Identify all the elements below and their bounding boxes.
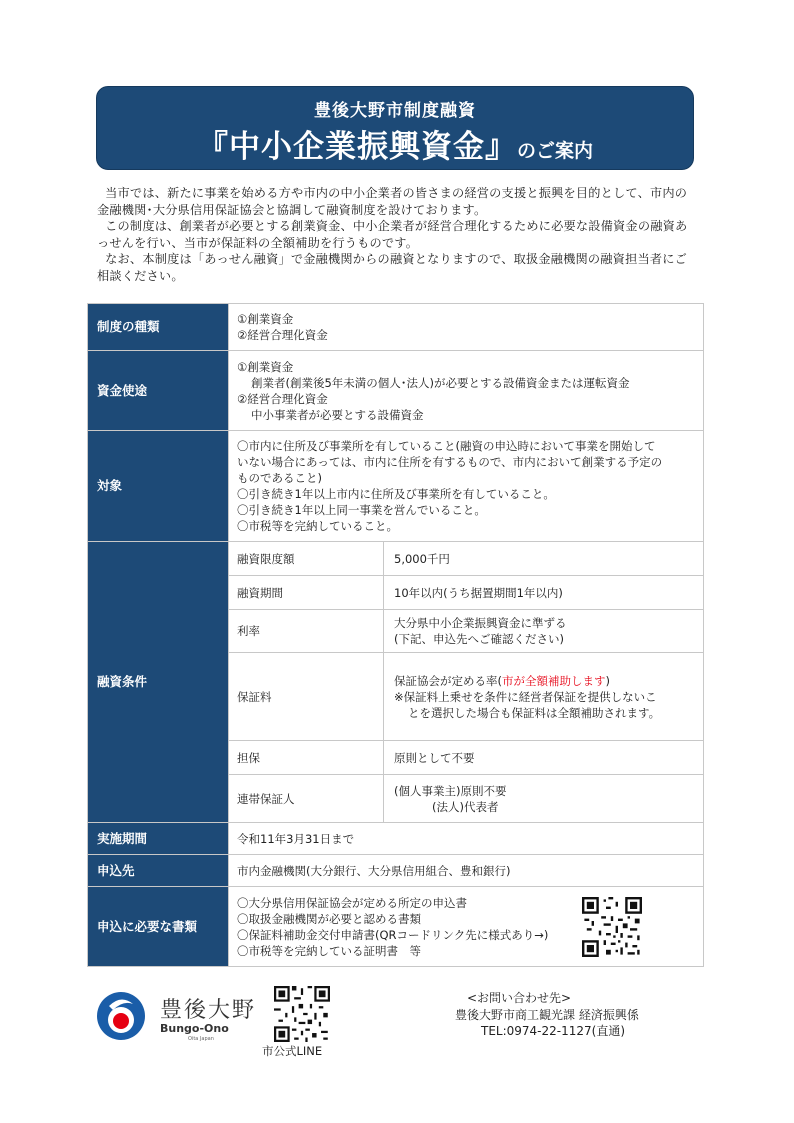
banner-title: 『中小企業振興資金』	[196, 129, 517, 165]
target-content: 〇市内に住所及び事業所を有していること(融資の申込時において事業を開始して いない場合にあっては、市内に住所を有するもので、市内において創業する予定の ものであること) 〇引き続き1年以上市内に住所及び事業所を有していること。 〇引き続き1年以上同一事業を営んでいること。 〇市税等を完納していること。	[229, 431, 704, 542]
limit-value: 5,000千円	[384, 542, 704, 576]
use-content: ①創業資金 創業者(創業後5年未満の個人･法人)が必要とする設備資金または運転資金 ②経営合理化資金 中小事業者が必要とする設備資金	[229, 351, 704, 431]
line-qr-label: 市公式LINE	[262, 1044, 323, 1058]
row-header-target: 対象	[88, 431, 229, 542]
collateral-label: 担保	[229, 741, 384, 775]
table-row-docs	[88, 887, 704, 967]
contact-dept: 豊後大野市商工観光課 経済振興係	[455, 1007, 639, 1022]
fee-value: 保証協会が定める率(市が全額補助します) ※保証料上乗せを条件に経営者保証を提供しないこ とを選択した場合も保証料は全額補助されます。	[384, 653, 704, 741]
row-header-conditions: 融資条件	[88, 542, 229, 823]
table-row-limit	[88, 542, 704, 576]
city-tag: Oita Japan	[188, 1036, 214, 1042]
intro-paragraph: この制度は、創業者が必要とする創業資金、中小企業者が経営合理化するために必要な設備資金の融資あっせんを行い、当市が保証料の全額補助を行うものです。	[97, 219, 688, 250]
collateral-value: 原則として不要	[384, 741, 704, 775]
rate-value: 大分県中小企業振興資金に準ずる (下記、申込先へご確認ください)	[384, 610, 704, 653]
limit-label: 融資限度額	[229, 542, 384, 576]
banner-title-suffix: のご案内	[516, 140, 593, 162]
fee-highlight: 市が全額補助します	[502, 673, 606, 688]
banner-title-line	[97, 121, 693, 166]
contact-info	[455, 990, 639, 1040]
contact-title: <お問い合わせ先>	[467, 991, 572, 1005]
row-header-term: 実施期間	[88, 823, 229, 855]
period-value: 10年以内(うち据置期間1年以内)	[384, 576, 704, 610]
period-label: 融資期間	[229, 576, 384, 610]
fee-label: 保証料	[229, 653, 384, 741]
qr-code-icon	[582, 897, 642, 957]
intro-paragraph: なお、本制度は「あっせん融資」で金融機関からの融資となりますので、取扱金融機関の融資担当者にご相談ください。	[97, 252, 688, 283]
table-row-term	[88, 823, 704, 855]
rate-label: 利率	[229, 610, 384, 653]
row-header-kind: 制度の種類	[88, 304, 229, 351]
kind-content: ①創業資金 ②経営合理化資金	[229, 304, 704, 351]
banner-subtitle: 豊後大野市制度融資	[314, 101, 476, 121]
row-header-use: 資金使途	[88, 351, 229, 431]
intro-paragraph: 当市では、新たに事業を始める方や市内の中小企業者の皆さまの経営の支援と振興を目的として、市内の金融機関･大分県信用保証協会と協調して融資制度を設けております。	[97, 186, 688, 217]
title-banner	[96, 86, 694, 170]
table-row-use	[88, 351, 704, 431]
table-row-kind	[88, 304, 704, 351]
qr-code-icon	[274, 986, 330, 1042]
table-row-target	[88, 431, 704, 542]
guarantor-label: 連帯保証人	[229, 775, 384, 823]
guarantor-value: (個人事業主)原則不要 (法人)代表者	[384, 775, 704, 823]
intro-text	[97, 185, 697, 284]
table-row-apply	[88, 855, 704, 887]
term-value: 令和11年3月31日まで	[229, 823, 704, 855]
row-header-apply: 申込先	[88, 855, 229, 887]
city-logo-icon	[95, 990, 147, 1042]
info-table	[87, 303, 704, 967]
line-qr-code[interactable]	[274, 986, 330, 1046]
city-roman: Bungo-Ono	[160, 1022, 229, 1035]
row-header-docs: 申込に必要な書類	[88, 887, 229, 967]
docs-content: 〇大分県信用保証協会が定める所定の申込書 〇取扱金融機関が必要と認める書類 〇保証料補助金交付申請書(QRコードリンク先に様式あり→) 〇市税等を完納している証明書 等	[229, 887, 704, 967]
contact-tel: TEL:0974-22-1127(直通)	[481, 1024, 626, 1038]
city-name: 豊後大野	[160, 998, 257, 1023]
apply-value: 市内金融機関(大分銀行、大分県信用組合、豊和銀行)	[229, 855, 704, 887]
form-qr-code[interactable]	[582, 897, 642, 961]
